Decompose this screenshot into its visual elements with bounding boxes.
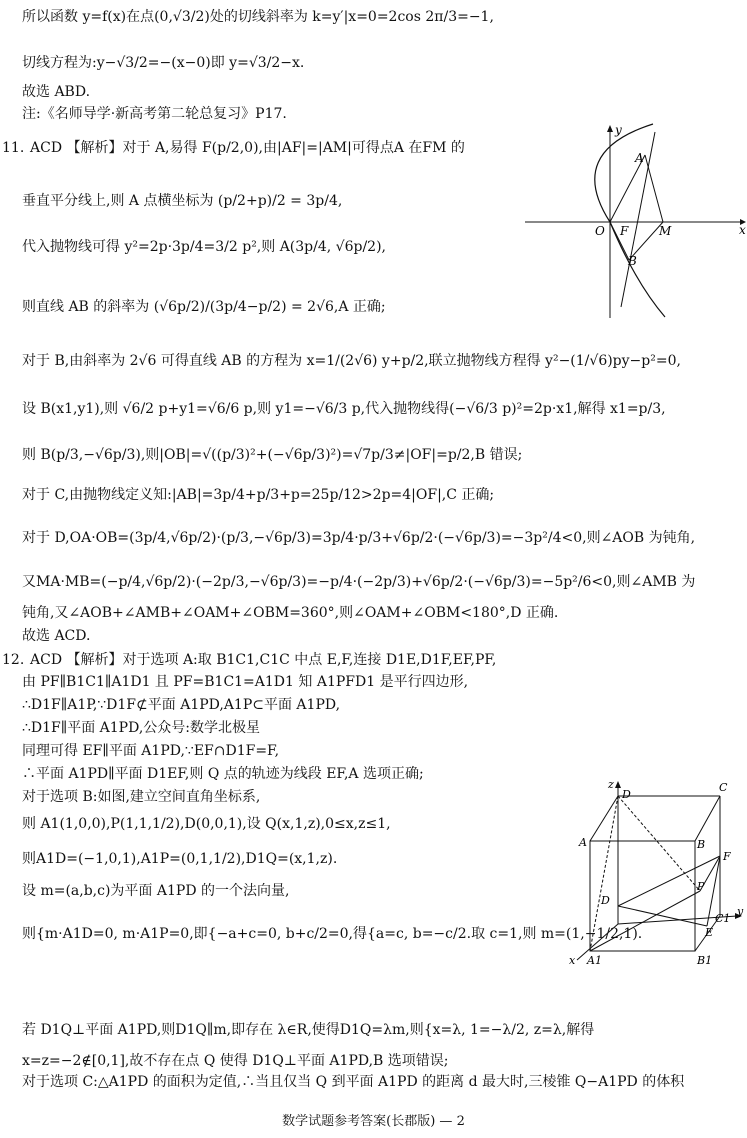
fig2-label-e: E (705, 926, 714, 939)
text-line: x=z=−2∉[0,1],故不存在点 Q 使得 D1Q⊥平面 A1PD,B 选项错误; (22, 1053, 449, 1069)
fig2-label-f: F (723, 850, 731, 863)
text-line: 故选 ABD. (22, 84, 91, 100)
fig2-label-c: C (719, 781, 728, 794)
text-line: 则 B(p/3,−√6p/3),则|OB|=√((p/3)²+(−√6p/3)²)=√7p/3≠|OF|=p/2,B 错误; (22, 447, 523, 463)
text-line: 注:《名师导学·新高考第二轮总复习》P17. (22, 106, 287, 122)
fig2-label-d1: D (601, 894, 610, 907)
text-line: ∴D1F∥A1P,∵D1F⊄平面 A1PD,A1P⊂平面 A1PD, (22, 697, 341, 713)
text-line: 则A1D=(−1,0,1),A1P=(0,1,1/2),D1Q=(x,1,z). (22, 851, 338, 867)
text-line: 则{m·A1D=0, m·A1P=0,即{−a+c=0, b+c/2=0,得{a=c, b=−c/2.取 c=1,则 m=(1,−1/2,1). (22, 926, 643, 942)
text-line: 则直线 AB 的斜率为 (√6p/2)/(3p/4−p/2) = 2√6,A 正确; (22, 299, 386, 315)
text-line: 对于选项 B:如图,建立空间直角坐标系, (22, 789, 261, 805)
fig1-label-m: M (659, 224, 672, 238)
parabola-figure (525, 122, 747, 322)
text-line: 对于 C,由抛物线定义知:|AB|=3p/4+p/3+p=25p/12>2p=4|OF|,C 正确; (22, 487, 495, 503)
fig2-label-y: y (737, 905, 744, 918)
text-line: 由 PF∥B1C1∥A1D1 且 PF=B1C1=A1D1 知 A1PFD1 是平行四边形, (22, 674, 469, 690)
text-line: 钝角,又∠AOB+∠AMB+∠OAM+∠OBM=360°,则∠OAM+∠OBM<180°,D 正确. (22, 605, 559, 621)
page-footer: 数学试题参考答案(长郡版) — 2 (282, 1114, 465, 1129)
text-line: 则 A1(1,0,0),P(1,1,1/2),D(0,0,1),设 Q(x,1,z),0≤x,z≤1, (22, 816, 391, 832)
fig1-label-o: O (595, 224, 605, 238)
text-line: 垂直平分线上,则 A 点横坐标为 (p/2+p)/2 = 3p/4, (22, 193, 343, 209)
fig2-label-a1: A1 (587, 954, 602, 967)
text-line: 同理可得 EF∥平面 A1PD,∵EF∩D1F=F, (22, 743, 280, 759)
fig2-label-x: x (569, 954, 576, 967)
text-line: ∴D1F∥平面 A1PD,公众号:数学北极星 (22, 720, 260, 736)
cube-figure (565, 776, 745, 968)
problem-number-12: 12. (2, 652, 25, 668)
text-line: 对于 D,OA·OB=(3p/4,√6p/2)·(p/3,−√6p/3)=3p/4·p/3+√6p/2·(−√6p/3)=−3p²/4<0,则∠AOB 为钝角, (22, 530, 696, 546)
text-line: 设 m=(a,b,c)为平面 A1PD 的一个法向量, (22, 883, 290, 899)
fig2-label-z: z (608, 778, 614, 791)
fig2-label-b1: B1 (697, 954, 713, 967)
text-line: ACD 【解析】对于选项 A:取 B1C1,C1C 中点 E,F,连接 D1E,D1F,EF,PF, (30, 652, 497, 668)
fig1-label-x: x (739, 223, 746, 237)
text-line: 对于选项 C:△A1PD 的面积为定值,∴当且仅当 Q 到平面 A1PD 的距离 d 最大时,三棱锥 Q−A1PD 的体积 (22, 1074, 685, 1090)
fig2-label-b: B (697, 838, 706, 851)
text-line: 故选 ACD. (22, 628, 91, 644)
text-line: 切线方程为:y−√3/2=−(x−0)即 y=√3/2−x. (22, 55, 305, 71)
text-line: ACD 【解析】对于 A,易得 F(p/2,0),由|AF|=|AM|可得点A 在FM 的 (30, 140, 465, 156)
fig1-label-a: A (635, 151, 644, 165)
problem-number-11: 11. (2, 140, 25, 156)
fig1-label-y: y (615, 123, 622, 137)
fig2-label-p: P (697, 880, 705, 893)
text-line: 又MA·MB=(−p/4,√6p/2)·(−2p/3,−√6p/3)=−p/4·(−2p/3)+√6p/2·(−√6p/3)=−5p²/6<0,则∠AMB 为 (22, 574, 696, 590)
text-line: 若 D1Q⊥平面 A1PD,则D1Q∥m,即存在 λ∈R,使得D1Q=λm,则{x=λ, 1=−λ/2, z=λ,解得 (22, 1022, 595, 1038)
fig1-label-f: F (620, 224, 629, 238)
fig2-label-a: A (579, 836, 587, 849)
fig1-label-b: B (628, 254, 637, 268)
text-line: 代入抛物线可得 y²=2p·3p/4=3/2 p²,则 A(3p/4, √6p/2), (22, 239, 386, 255)
text-line: 对于 B,由斜率为 2√6 可得直线 AB 的方程为 x=1/(2√6) y+p/2,联立抛物线方程得 y²−(1/√6)py−p²=0, (22, 353, 681, 369)
fig2-label-c1: C1 (715, 912, 731, 925)
text-line: 所以函数 y=f(x)在点(0,√3/2)处的切线斜率为 k=y′|x=0=2cos 2π/3=−1, (22, 9, 494, 25)
fig2-label-d: D (622, 788, 631, 801)
text-line: ∴平面 A1PD∥平面 D1EF,则 Q 点的轨迹为线段 EF,A 选项正确; (22, 766, 424, 782)
text-line: 设 B(x1,y1),则 √6/2 p+y1=√6/6 p,则 y1=−√6/3 p,代入抛物线得(−√6/3 p)²=2p·x1,解得 x1=p/3, (22, 401, 666, 417)
